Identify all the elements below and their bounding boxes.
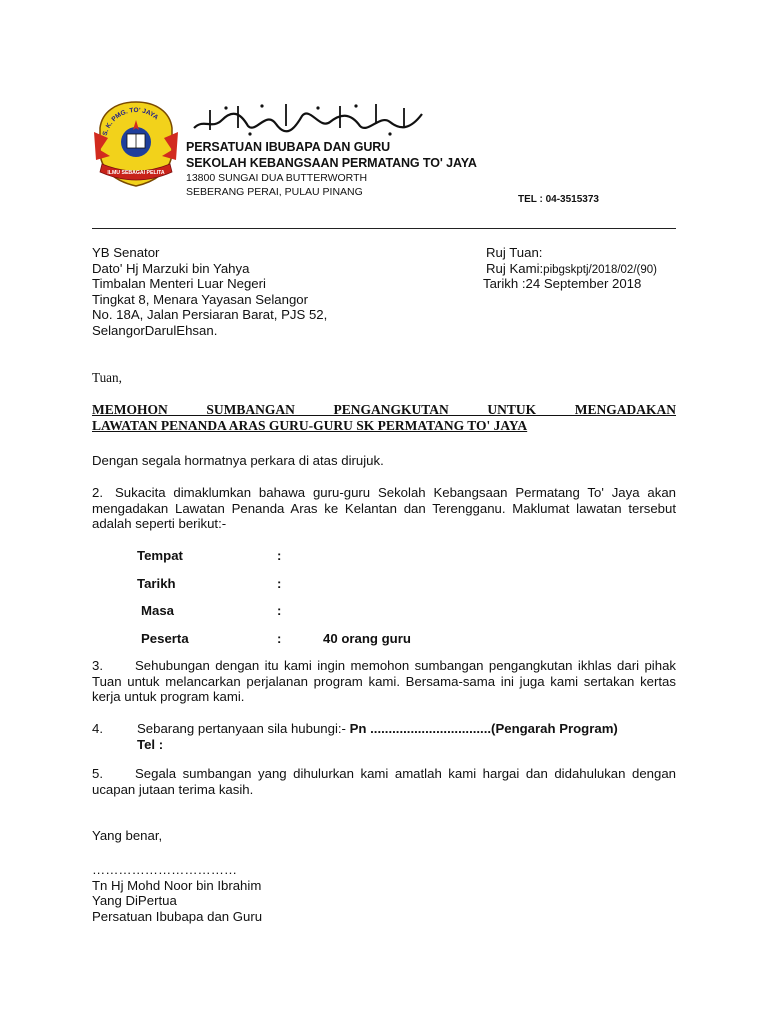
paragraph-4-tel: Tel : [137, 737, 164, 752]
logo-top-text: S. K. PMG. TO' JAYA [101, 106, 160, 137]
signatory-organisation: Persatuan Ibubapa dan Guru [92, 909, 263, 924]
recipient-line3: Timbalan Menteri Luar Negeri [92, 276, 266, 291]
recipient-line1: YB Senator [92, 245, 160, 260]
school-crest-logo [90, 98, 182, 190]
salutation: Tuan, [92, 370, 122, 385]
detail-label-tempat: Tempat [137, 548, 183, 563]
paragraph-3 [92, 658, 676, 705]
closing-yang-benar: Yang benar, [92, 828, 163, 843]
org-name-line1: PERSATUAN IBUBAPA DAN GURU [186, 140, 391, 154]
ref-date: Tarikh :24 September 2018 [483, 276, 642, 291]
subject-line2: LAWATAN PENANDA ARAS GURU-GURU SK PERMATANG TO' JAYA [92, 418, 528, 433]
paragraph-5-text: Segala sumbangan yang dihulurkan kami amatlah kami hargai dan didahulukan dengan ucapan jutaan terima kasih. [92, 766, 676, 797]
paragraph-4-number: 4. [92, 721, 103, 736]
paragraph-5-number: 5. [92, 766, 103, 781]
org-name-line2: SEKOLAH KEBANGSAAN PERMATANG TO' JAYA [186, 156, 477, 170]
ref-ruj-tuan: Ruj Tuan: [486, 245, 543, 260]
detail-colon-masa: : [277, 603, 282, 618]
paragraph-4-text: Sebarang pertanyaan sila hubungi:- [137, 721, 346, 736]
recipient-line4: Tingkat 8, Menara Yayasan Selangor [92, 292, 309, 307]
detail-value-peserta: 40 orang guru [323, 631, 411, 646]
signature-line: …………………………… [92, 862, 238, 877]
intro-paragraph: Dengan segala hormatnya perkara di atas dirujuk. [92, 453, 384, 468]
paragraph-2 [92, 485, 676, 532]
ref-ruj-kami-value: pibgskptj/2018/02/(90) [543, 264, 657, 276]
paragraph-2-text: Sukacita dimaklumkan bahawa guru-guru Sekolah Kebangsaan Permatang To' Jaya akan mengadakan Lawatan Penanda Aras ke Kelantan dan Terengganu. Maklumat lawatan tersebut adalah seperti berikut:- [92, 485, 676, 532]
ref-ruj-kami-label: Ruj Kami: [486, 261, 544, 276]
signatory-title: Yang DiPertua [92, 893, 177, 908]
jawi-calligraphy [190, 100, 426, 138]
org-telephone: TEL : 04-3515373 [518, 194, 599, 205]
paragraph-3-number: 3. [92, 658, 103, 673]
recipient-line2: Dato' Hj Marzuki bin Yahya [92, 261, 250, 276]
paragraph-5 [92, 766, 676, 797]
detail-label-peserta: Peserta [141, 631, 189, 646]
paragraph-3-text: Sehubungan dengan itu kami ingin memohon sumbangan pengangkutan ikhlas dari pihak Tuan untuk melancarkan perjalanan program kami. Bersama-sama ini juga kami sertakan kertas kerja untuk program kami. [92, 658, 676, 705]
org-address-line2: SEBERANG PERAI, PULAU PINANG [186, 186, 363, 198]
jawi-text: ڤرساتوان ايبوباڤ دان ݢورو [308, 122, 320, 123]
paragraph-4 [137, 721, 618, 737]
recipient-line6: SelangorDarulEhsan. [92, 323, 218, 338]
detail-colon-tarikh: : [277, 576, 282, 591]
detail-colon-peserta: : [277, 631, 282, 646]
detail-label-tarikh: Tarikh [137, 576, 176, 591]
paragraph-2-number: 2. [92, 485, 103, 500]
recipient-line5: No. 18A, Jalan Persiaran Barat, PJS 52, [92, 307, 328, 322]
paragraph-4-contact: Pn .................................(Pengarah Program) [349, 721, 618, 736]
org-address-line1: 13800 SUNGAI DUA BUTTERWORTH [186, 172, 368, 184]
detail-label-masa: Masa [141, 603, 174, 618]
signatory-name: Tn Hj Mohd Noor bin Ibrahim [92, 878, 262, 893]
header-divider [92, 228, 676, 229]
logo-ribbon-text: ILMU SEBAGAI PELITA [107, 170, 165, 176]
detail-colon-tempat: : [277, 548, 282, 563]
subject-line1: MEMOHON SUMBANGAN PENGANGKUTAN UNTUK MENGADAKAN [92, 402, 676, 417]
letter-subject [92, 402, 676, 434]
